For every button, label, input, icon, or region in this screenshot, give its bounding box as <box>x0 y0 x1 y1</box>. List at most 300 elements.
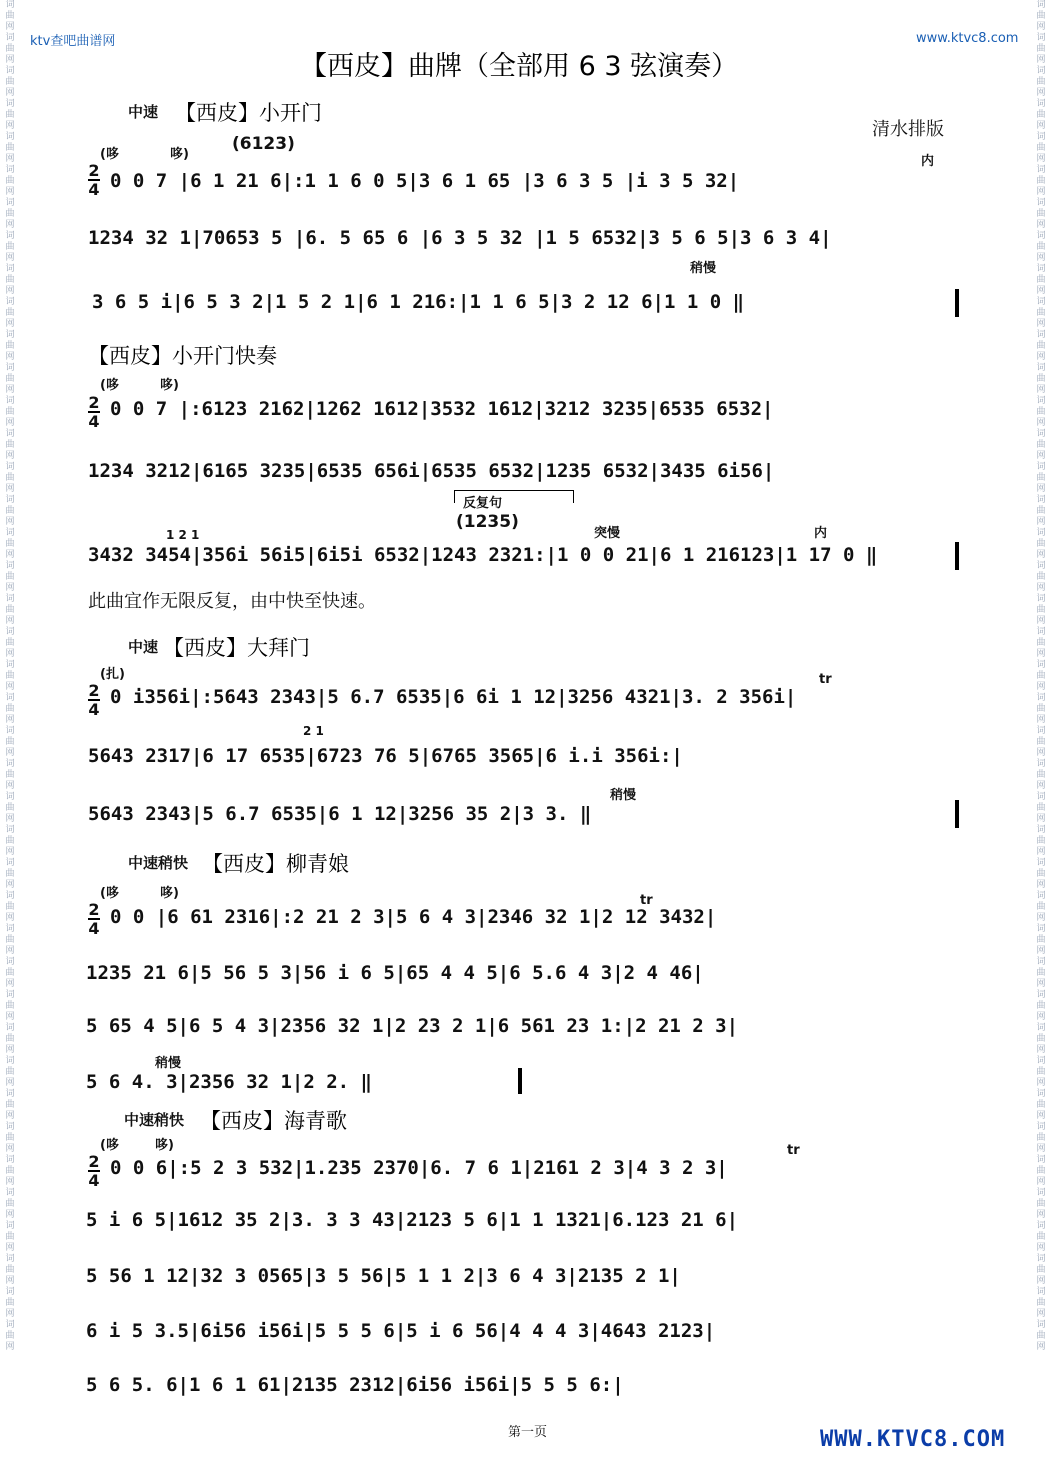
side-strip-char: 曲 <box>5 473 15 483</box>
side-strip-char: 词 <box>5 66 15 76</box>
piece-2-ann-sudden-slow: 突慢 <box>594 526 621 541</box>
side-strip-char: 曲 <box>1036 1232 1046 1242</box>
piece-1-ann-do1: (哆 <box>100 147 119 162</box>
piece-5-line-5: 5 6 5. 6|1 6 1 61|2135 2312|6i56 i56i|5 5 5 6:| <box>86 1374 624 1396</box>
side-strip-char: 网 <box>1036 154 1046 164</box>
piece-3-tempo: 中速 <box>128 638 159 656</box>
side-strip-char: 曲 <box>5 605 15 615</box>
side-strip-char: 词 <box>5 627 15 637</box>
piece-1-ann-slow: 稍慢 <box>690 261 717 276</box>
side-strip-char: 曲 <box>5 704 15 714</box>
side-strip-char: 词 <box>5 726 15 736</box>
side-strip-char: 网 <box>1036 352 1046 362</box>
side-strip-char: 曲 <box>5 1034 15 1044</box>
side-strip-char: 曲 <box>5 836 15 846</box>
side-strip-char: 词 <box>1036 330 1046 340</box>
side-strip-char: 网 <box>1036 550 1046 560</box>
side-strip-char: 词 <box>5 1320 15 1330</box>
side-strip-char: 网 <box>1036 418 1046 428</box>
piece-5-title: 【西皮】海青歌 <box>200 1109 347 1133</box>
side-strip-char: 网 <box>1036 880 1046 890</box>
side-strip-char: 曲 <box>1036 1067 1046 1077</box>
side-strip-char: 词 <box>1036 1056 1046 1066</box>
side-strip-char: 网 <box>5 847 15 857</box>
side-strip-char: 词 <box>5 693 15 703</box>
side-strip-char: 词 <box>5 1287 15 1297</box>
side-strip-char: 网 <box>5 1210 15 1220</box>
side-strip-char: 网 <box>5 1045 15 1055</box>
side-strip-char: 网 <box>5 979 15 989</box>
side-strip-char: 曲 <box>1036 1001 1046 1011</box>
side-strip-char: 网 <box>5 649 15 659</box>
side-strip-char: 曲 <box>5 737 15 747</box>
side-strip-char: 曲 <box>1036 374 1046 384</box>
piece-3-ann-fingering: 2 1 <box>303 724 324 738</box>
side-strip-char: 词 <box>1036 0 1046 10</box>
piece-3-ann-slow: 稍慢 <box>610 788 637 803</box>
piece-3-title: 【西皮】大拜门 <box>163 636 310 660</box>
side-strip-char: 词 <box>1036 792 1046 802</box>
side-strip-char: 词 <box>1036 1221 1046 1231</box>
piece-5-line-1: 0 0 6|:5 2 3 532|1.235 2370|6. 7 6 1|2161 2 3|4 3 2 3| <box>110 1157 728 1179</box>
side-strip-char: 词 <box>1036 726 1046 736</box>
side-strip-char: 网 <box>5 484 15 494</box>
side-strip-char: 网 <box>1036 220 1046 230</box>
side-strip-char: 词 <box>5 165 15 175</box>
side-strip-char: 网 <box>1036 121 1046 131</box>
side-strip-char: 曲 <box>1036 275 1046 285</box>
page-title: 【西皮】曲牌（全部用 6 3 弦演奏） <box>300 51 739 82</box>
side-strip-char: 曲 <box>1036 110 1046 120</box>
piece-3-time-signature: 2 4 <box>88 681 100 719</box>
side-strip-char: 网 <box>5 1276 15 1286</box>
side-strip-char: 网 <box>5 1078 15 1088</box>
side-strip-char: 网 <box>1036 715 1046 725</box>
side-strip-char: 网 <box>1036 979 1046 989</box>
side-strip-char: 曲 <box>5 803 15 813</box>
side-strip-char: 网 <box>5 583 15 593</box>
side-strip-char: 曲 <box>1036 1265 1046 1275</box>
site-url-right: www.ktvc8.com <box>916 31 1019 46</box>
page-number: 第一页 <box>508 1425 548 1440</box>
piece-4-line-1: 0 0 |6 61 2316|:2 21 2 3|5 6 4 3|2346 32 1|2 12 3432| <box>110 906 717 928</box>
side-strip-char: 网 <box>5 1144 15 1154</box>
side-strip-char: 曲 <box>1036 737 1046 747</box>
side-strip-char: 词 <box>1036 1254 1046 1264</box>
side-strip-char: 网 <box>5 517 15 527</box>
side-strip-char: 网 <box>5 616 15 626</box>
side-strip-char: 网 <box>1036 22 1046 32</box>
side-strip-char: 曲 <box>5 143 15 153</box>
side-strip-char: 曲 <box>5 1199 15 1209</box>
side-strip-char: 网 <box>5 253 15 263</box>
side-strip-char: 网 <box>1036 88 1046 98</box>
piece-2-ann-nei: 内 <box>814 526 828 541</box>
side-strip-char: 词 <box>5 759 15 769</box>
side-strip-char: 词 <box>5 1188 15 1198</box>
side-strip-char: 曲 <box>1036 1199 1046 1209</box>
piece-2-title: 【西皮】小开门快奏 <box>88 344 277 368</box>
side-strip-char: 词 <box>1036 891 1046 901</box>
side-strip-char: 曲 <box>1036 341 1046 351</box>
side-strip-char: 曲 <box>1036 770 1046 780</box>
side-strip-char: 词 <box>1036 1320 1046 1330</box>
side-strip-char: 词 <box>5 396 15 406</box>
side-strip-char: 词 <box>1036 297 1046 307</box>
side-strip-char: 网 <box>1036 187 1046 197</box>
side-strip-char: 词 <box>5 1122 15 1132</box>
side-strip-char: 词 <box>5 198 15 208</box>
side-strip-char: 词 <box>1036 759 1046 769</box>
side-strip-char: 曲 <box>5 11 15 21</box>
piece-5-tempo: 中速稍快 <box>124 1111 185 1129</box>
side-strip-char: 网 <box>1036 1144 1046 1154</box>
piece-3-line-3: 5643 2343|5 6.7 6535|6 1 12|3256 35 2|3 3. ‖ <box>88 803 592 825</box>
side-strip-char: 网 <box>5 154 15 164</box>
side-strip-char: 词 <box>5 594 15 604</box>
side-strip-char: 网 <box>5 385 15 395</box>
side-strip-char: 网 <box>1036 517 1046 527</box>
piece-1-ann-do2: 哆) <box>170 147 189 162</box>
side-strip-char: 词 <box>5 528 15 538</box>
side-strip-char: 词 <box>5 264 15 274</box>
side-strip-char: 曲 <box>1036 407 1046 417</box>
side-strip-char: 曲 <box>1036 77 1046 87</box>
piece-3-end-bar <box>955 800 959 828</box>
piece-2-ann-do1: (哆 <box>100 378 119 393</box>
side-strip-char: 词 <box>5 1023 15 1033</box>
side-strip-char: 词 <box>5 1254 15 1264</box>
piece-5-line-4: 6 i 5 3.5|6i56 i56i|5 5 5 6|5 i 6 56|4 4 4 3|4643 2123| <box>86 1320 716 1342</box>
side-strip-char: 网 <box>1036 814 1046 824</box>
side-strip-char: 词 <box>5 1089 15 1099</box>
watermark-logo: WWW.KTVC8.COM <box>820 1427 1006 1452</box>
side-strip-char: 网 <box>1036 1276 1046 1286</box>
side-strip-char: 网 <box>1036 1111 1046 1121</box>
side-strip-char: 词 <box>1036 924 1046 934</box>
side-strip-char: 词 <box>1036 429 1046 439</box>
side-strip-char: 曲 <box>5 539 15 549</box>
side-strip-char: 曲 <box>1036 902 1046 912</box>
side-strip-char: 词 <box>1036 396 1046 406</box>
side-strip-char: 网 <box>1036 913 1046 923</box>
side-strip-char: 词 <box>1036 1155 1046 1165</box>
side-strip-char: 曲 <box>1036 1298 1046 1308</box>
side-strip-char: 网 <box>1036 649 1046 659</box>
site-name-left: ktv查吧曲谱网 <box>30 34 116 49</box>
piece-2-ann-alt: (1235) <box>456 512 519 532</box>
side-strip-char: 曲 <box>5 1166 15 1176</box>
side-strip-char: 曲 <box>5 671 15 681</box>
side-strip-char: 网 <box>5 748 15 758</box>
piece-4-ann-slow: 稍慢 <box>155 1056 182 1071</box>
side-strip-char: 曲 <box>1036 671 1046 681</box>
side-strip-char: 词 <box>1036 990 1046 1000</box>
side-strip-char: 曲 <box>5 44 15 54</box>
piece-1-line-1: 0 0 7 |6 1 21 6|:1 1 6 0 5|3 6 1 65 |3 6 3 5 |i 3 5 32| <box>110 170 740 192</box>
side-strip-char: 词 <box>5 33 15 43</box>
side-strip-char: 网 <box>5 286 15 296</box>
side-strip-char: 网 <box>5 880 15 890</box>
side-strip-char: 词 <box>5 990 15 1000</box>
piece-5-ann-trill: tr <box>787 1143 800 1158</box>
side-strip-char: 曲 <box>5 1331 15 1341</box>
side-strip-char: 网 <box>5 1243 15 1253</box>
side-strip-char: 词 <box>1036 231 1046 241</box>
side-strip-char: 曲 <box>5 440 15 450</box>
side-strip-char: 曲 <box>1036 968 1046 978</box>
side-strip-char: 词 <box>1036 1122 1046 1132</box>
side-strip-char: 词 <box>1036 495 1046 505</box>
side-strip-char: 曲 <box>5 572 15 582</box>
side-strip-char: 词 <box>5 495 15 505</box>
side-strip-char: 词 <box>5 1155 15 1165</box>
side-strip-char: 曲 <box>5 1067 15 1077</box>
side-strip-char: 曲 <box>5 1100 15 1110</box>
side-strip-char: 词 <box>5 825 15 835</box>
side-strip-char: 词 <box>5 363 15 373</box>
piece-2-line-1: 0 0 7 |:6123 2162|1262 1612|3532 1612|3212 3235|6535 6532| <box>110 398 774 420</box>
side-strip-char: 曲 <box>5 77 15 87</box>
side-strip-char: 词 <box>1036 462 1046 472</box>
side-strip-char: 词 <box>5 660 15 670</box>
side-strip-char: 词 <box>1036 33 1046 43</box>
side-strip-char: 网 <box>5 946 15 956</box>
side-strip-char: 网 <box>1036 1045 1046 1055</box>
side-strip-char: 曲 <box>5 1133 15 1143</box>
piece-2-ann-do2: 哆) <box>160 378 179 393</box>
side-strip-char: 词 <box>1036 66 1046 76</box>
side-strip-char: 曲 <box>5 176 15 186</box>
side-strip-char: 网 <box>5 418 15 428</box>
side-strip-char: 曲 <box>1036 44 1046 54</box>
side-strip-char: 网 <box>1036 319 1046 329</box>
side-strip-char: 网 <box>1036 781 1046 791</box>
side-strip-char: 曲 <box>5 1232 15 1242</box>
side-strip-char: 词 <box>5 957 15 967</box>
piece-4-tempo: 中速稍快 <box>128 854 189 872</box>
side-strip-char: 词 <box>5 792 15 802</box>
side-strip-char: 网 <box>1036 1177 1046 1187</box>
side-strip-char: 词 <box>1036 594 1046 604</box>
side-strip-char: 词 <box>1036 132 1046 142</box>
side-strip-char: 网 <box>1036 55 1046 65</box>
side-strip-char: 网 <box>5 814 15 824</box>
side-strip-char: 曲 <box>5 110 15 120</box>
side-strip-char: 网 <box>5 1309 15 1319</box>
side-strip-char: 曲 <box>1036 11 1046 21</box>
piece-4-ann-trill: tr <box>640 893 653 908</box>
side-strip-char: 词 <box>1036 165 1046 175</box>
side-strip-char: 网 <box>5 913 15 923</box>
piece-2-line-3: 3432 3454|356i 56i5|6i5i 6532|1243 2321:|1 0 0 21|6 1 216123|1 17 0 ‖ <box>88 544 878 566</box>
side-strip-char: 网 <box>5 88 15 98</box>
piece-3-line-2: 5643 2317|6 17 6535|6723 76 5|6765 3565|6 i.i 356i:| <box>88 745 683 767</box>
side-strip-char: 词 <box>5 297 15 307</box>
side-strip-char: 网 <box>1036 1243 1046 1253</box>
piece-5-ann-do2: 哆) <box>155 1138 174 1153</box>
side-strip-char: 曲 <box>1036 803 1046 813</box>
side-strip-char: 曲 <box>5 1265 15 1275</box>
side-strip-char: 网 <box>5 220 15 230</box>
side-strip-char: 网 <box>5 1012 15 1022</box>
side-strip-char: 网 <box>5 187 15 197</box>
side-strip-char: 曲 <box>5 407 15 417</box>
side-strip-char: 曲 <box>5 374 15 384</box>
piece-4-end-bar <box>518 1068 522 1094</box>
side-strip-char: 网 <box>1036 847 1046 857</box>
side-strip-char: 词 <box>5 891 15 901</box>
side-strip-char: 曲 <box>1036 572 1046 582</box>
side-strip-char: 网 <box>1036 1342 1046 1352</box>
side-strip-char: 曲 <box>1036 506 1046 516</box>
piece-5-ann-do1: (哆 <box>100 1138 119 1153</box>
side-strip-char: 曲 <box>1036 473 1046 483</box>
side-strip-char: 网 <box>1036 253 1046 263</box>
side-strip-char: 网 <box>5 121 15 131</box>
side-strip-char: 曲 <box>1036 638 1046 648</box>
side-strip-char: 网 <box>5 550 15 560</box>
side-strip-char: 词 <box>1036 957 1046 967</box>
side-strip-char: 曲 <box>5 869 15 879</box>
side-strip-char: 曲 <box>5 1298 15 1308</box>
piece-2-ann-repeat: 反复句 <box>463 496 503 511</box>
piece-5-time-signature: 2 4 <box>88 1152 100 1190</box>
side-strip-char: 词 <box>5 462 15 472</box>
side-strip-char: 曲 <box>5 968 15 978</box>
side-strip-char: 词 <box>1036 627 1046 637</box>
side-strip-char: 曲 <box>5 242 15 252</box>
piece-2-note: 此曲宜作无限反复，由中快至快速。 <box>88 591 376 612</box>
credit: 清水排版 <box>872 119 944 140</box>
side-strip-char: 曲 <box>1036 1331 1046 1341</box>
side-strip-char: 词 <box>1036 99 1046 109</box>
side-strip-char: 网 <box>5 22 15 32</box>
piece-3-ann-za: (扎) <box>100 667 125 682</box>
side-strip-char: 曲 <box>1036 1166 1046 1176</box>
side-strip-char: 网 <box>1036 748 1046 758</box>
side-strip-char: 词 <box>1036 660 1046 670</box>
side-strip-char: 词 <box>5 561 15 571</box>
side-strip-char: 曲 <box>1036 1100 1046 1110</box>
side-strip-char: 网 <box>1036 286 1046 296</box>
side-strip-char: 曲 <box>1036 308 1046 318</box>
side-strip-char: 曲 <box>1036 209 1046 219</box>
side-strip-char: 曲 <box>1036 176 1046 186</box>
piece-4-title: 【西皮】柳青娘 <box>202 852 349 876</box>
side-strip-char: 网 <box>5 1177 15 1187</box>
side-strip-char: 词 <box>5 1221 15 1231</box>
side-strip-char: 词 <box>1036 561 1046 571</box>
side-strip-char: 网 <box>1036 1309 1046 1319</box>
side-strip-char: 曲 <box>1036 143 1046 153</box>
side-strip-char: 词 <box>1036 693 1046 703</box>
side-strip-char: 曲 <box>5 1001 15 1011</box>
piece-1-ann-nei: 内 <box>921 154 935 169</box>
side-strip-char: 网 <box>1036 583 1046 593</box>
side-strip-char: 曲 <box>1036 1133 1046 1143</box>
piece-2-line-2: 1234 3212|6165 3235|6535 656i|6535 6532|1235 6532|3435 6i56| <box>88 460 775 482</box>
piece-3-line-1: 0 i356i|:5643 2343|5 6.7 6535|6 6i 1 12|3256 4321|3. 2 356i| <box>110 686 797 708</box>
side-strip-char: 网 <box>5 1111 15 1121</box>
side-strip-char: 曲 <box>5 275 15 285</box>
side-strip-char: 网 <box>5 55 15 65</box>
side-strip-char: 曲 <box>5 770 15 780</box>
side-strip-char: 网 <box>5 682 15 692</box>
side-strip-char: 词 <box>1036 825 1046 835</box>
side-strip-char: 词 <box>1036 1023 1046 1033</box>
side-strip-char: 词 <box>1036 1188 1046 1198</box>
side-strip-char: 曲 <box>5 506 15 516</box>
side-strip-char: 网 <box>1036 385 1046 395</box>
piece-4-line-3: 5 65 4 5|6 5 4 3|2356 32 1|2 23 2 1|6 561 23 1:|2 21 2 3| <box>86 1015 739 1037</box>
side-strip-char: 词 <box>1036 858 1046 868</box>
side-strip-char: 词 <box>1036 363 1046 373</box>
side-strip-char: 曲 <box>1036 704 1046 714</box>
side-strip-char: 词 <box>5 858 15 868</box>
side-strip-char: 网 <box>5 1342 15 1352</box>
side-strip-char: 词 <box>5 330 15 340</box>
side-strip-char: 曲 <box>5 308 15 318</box>
piece-1-line-2: 1234 32 1|70653 5 |6. 5 65 6 |6 3 5 32 |1 5 6532|3 5 6 5|3 6 3 4| <box>88 227 832 249</box>
piece-1-ann-intro: (6123) <box>232 134 295 154</box>
side-strip-char: 网 <box>1036 1078 1046 1088</box>
piece-1-end-bar <box>955 289 959 317</box>
side-strip-char: 词 <box>5 99 15 109</box>
side-strip-char: 网 <box>1036 451 1046 461</box>
side-strip-char: 词 <box>5 1056 15 1066</box>
side-strip-char: 网 <box>5 781 15 791</box>
piece-4-line-2: 1235 21 6|5 56 5 3|56 i 6 5|65 4 4 5|6 5.6 4 3|2 4 46| <box>86 962 704 984</box>
side-strip-char: 曲 <box>1036 935 1046 945</box>
piece-2-time-signature: 2 4 <box>88 393 100 431</box>
piece-5-line-2: 5 i 6 5|1612 35 2|3. 3 3 43|2123 5 6|1 1 1321|6.123 21 6| <box>86 1209 739 1231</box>
side-strip-char: 曲 <box>1036 605 1046 615</box>
piece-5-line-3: 5 56 1 12|32 3 0565|3 5 56|5 1 1 2|3 6 4 3|2135 2 1| <box>86 1265 681 1287</box>
side-strip-char: 曲 <box>1036 869 1046 879</box>
piece-3-ann-trill: tr <box>819 672 832 687</box>
side-strip-char: 曲 <box>5 935 15 945</box>
side-strip-char: 词 <box>1036 1287 1046 1297</box>
side-strip-char: 词 <box>5 429 15 439</box>
side-strip-char: 曲 <box>1036 836 1046 846</box>
piece-1-line-3: 3 6 5 i|6 5 3 2|1 5 2 1|6 1 216:|1 1 6 5|3 2 12 6|1 1 0 ‖ <box>92 291 745 313</box>
side-strip-char: 曲 <box>1036 440 1046 450</box>
piece-2-ann-fingering: 1 2 1 <box>166 528 200 542</box>
piece-4-time-signature: 2 4 <box>88 900 100 938</box>
piece-4-line-4: 5 6 4. 3|2356 32 1|2 2. ‖ <box>86 1071 372 1093</box>
piece-1-time-signature: 2 4 <box>88 161 100 199</box>
side-strip-char: 词 <box>1036 1089 1046 1099</box>
side-strip-char: 网 <box>1036 946 1046 956</box>
piece-4-ann-do2: 哆) <box>160 886 179 901</box>
side-strip-char: 网 <box>5 451 15 461</box>
side-strip-char: 网 <box>1036 1210 1046 1220</box>
side-strip-char: 网 <box>1036 1012 1046 1022</box>
side-strip-char: 词 <box>5 132 15 142</box>
piece-4-ann-do1: (哆 <box>100 886 119 901</box>
right-watermark-strip <box>1034 0 1048 1477</box>
side-strip-char: 网 <box>5 352 15 362</box>
side-strip-char: 曲 <box>5 638 15 648</box>
side-strip-char: 网 <box>1036 616 1046 626</box>
side-strip-char: 词 <box>1036 528 1046 538</box>
side-strip-char: 词 <box>1036 264 1046 274</box>
piece-1-title: 【西皮】小开门 <box>175 101 322 125</box>
side-strip-char: 词 <box>5 924 15 934</box>
side-strip-char: 网 <box>1036 682 1046 692</box>
side-strip-char: 词 <box>5 0 15 10</box>
